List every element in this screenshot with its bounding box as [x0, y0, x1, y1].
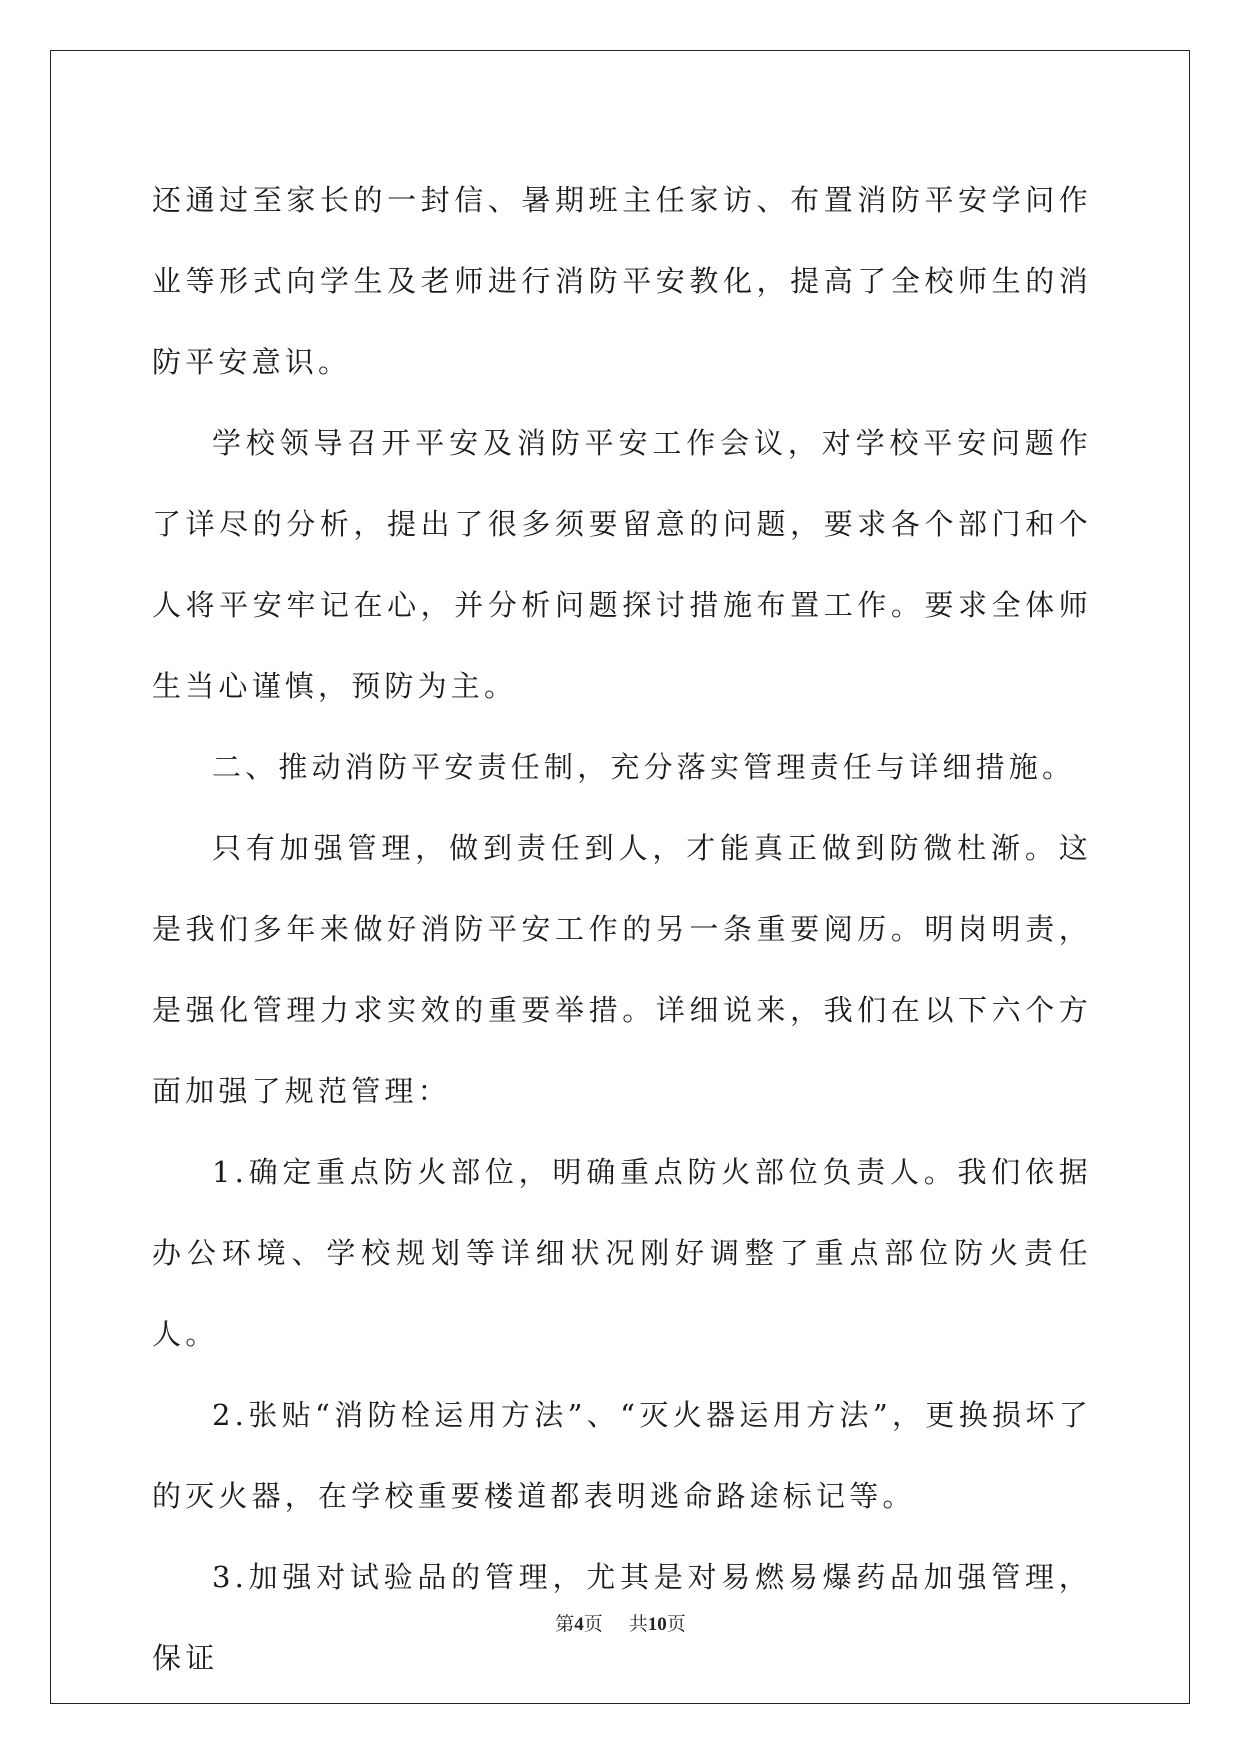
page-footer — [0, 1612, 1241, 1637]
list-item-2: 2.张贴“消防栓运用方法”、“灭火器运用方法”，更换损坏了的灭火器，在学校重要楼道都表明逃命路途标记等。 — [152, 1398, 1092, 1513]
page-number: 4 — [574, 1614, 584, 1635]
paragraph-2: 学校领导召开平安及消防平安工作会议，对学校平安问题作了详尽的分析，提出了很多须要留意的问题，要求各个部门和个人将平安牢记在心，并分析问题探讨措施布置工作。要求全体师生当心谨慎，预防为主。 — [152, 426, 1092, 703]
document-body — [152, 160, 1092, 1699]
total-pages: 10 — [647, 1614, 667, 1635]
paragraph-3: 只有加强管理，做到责任到人，才能真正做到防微杜渐。这是我们多年来做好消防平安工作的另一条重要阅历。明岗明责，是强化管理力求实效的重要举措。详细说来，我们在以下六个方面加强了规范管理： — [152, 831, 1092, 1108]
list-item-1: 1.确定重点防火部位，明确重点防火部位负责人。我们依据办公环境、学校规划等详细状况刚好调整了重点部位防火责任人。 — [152, 1155, 1092, 1351]
paragraph-1: 还通过至家长的一封信、暑期班主任家访、布置消防平安学问作业等形式向学生及老师进行消防平安教化，提高了全校师生的消防平安意识。 — [152, 183, 1092, 379]
total-prefix: 共 — [628, 1613, 648, 1635]
total-suffix: 页 — [666, 1613, 686, 1635]
list-item-3: 3.加强对试验品的管理，尤其是对易燃易爆药品加强管理，保证 — [152, 1560, 1092, 1675]
section-heading: 二、推动消防平安责任制，充分落实管理责任与详细措施。 — [212, 750, 1076, 784]
page-prefix: 第 — [555, 1613, 575, 1635]
page-suffix: 页 — [583, 1613, 603, 1635]
